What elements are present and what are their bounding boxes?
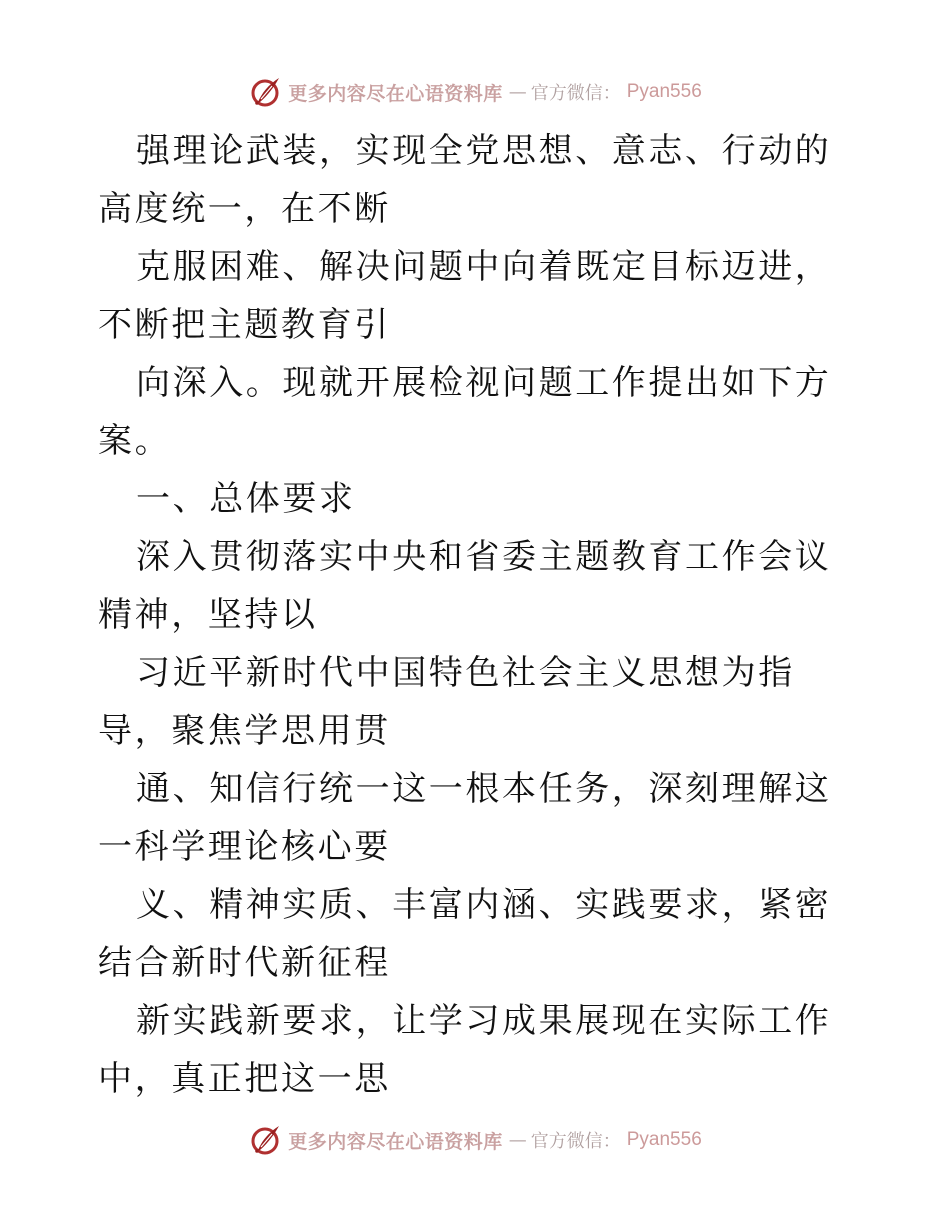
watermark-wechat-label: 官方微信： — [530, 1131, 621, 1152]
paragraph-1: 强理论武装，实现全党思想、意志、行动的高度统一，在不断 — [98, 131, 832, 229]
paragraph-8: 新实践新要求，让学习成果展现在实际工作中，真正把这一思 — [98, 1001, 832, 1099]
paragraph-7: 义、精神实质、丰富内涵、实践要求，紧密结合新时代新征程 — [98, 885, 832, 983]
watermark-separator: — — [508, 1129, 525, 1151]
header-watermark-banner — [0, 72, 950, 112]
paragraph-3: 向深入。现就开展检视问题工作提出如下方案。 — [98, 363, 832, 461]
watermark-separator: — — [508, 81, 525, 103]
watermark-wechat-id: Pyan556 — [626, 81, 702, 102]
footer-watermark-banner — [0, 1120, 950, 1160]
watermark-wechat-id: Pyan556 — [626, 1129, 702, 1150]
paragraph-4: 深入贯彻落实中央和省委主题教育工作会议精神，坚持以 — [98, 537, 832, 635]
section-heading-1: 一、总体要求 — [136, 479, 356, 519]
quill-pen-logo-icon — [248, 75, 282, 109]
watermark-site-text: 更多内容尽在心语资料库 — [288, 82, 503, 105]
watermark-site-text: 更多内容尽在心语资料库 — [288, 1130, 503, 1153]
paragraph-5: 习近平新时代中国特色社会主义思想为指导，聚焦学思用贯 — [98, 653, 795, 751]
paragraph-6: 通、知信行统一这一根本任务，深刻理解这一科学理论核心要 — [98, 769, 832, 867]
watermark-wechat-label: 官方微信： — [530, 83, 621, 104]
paragraph-2: 克服困难、解决问题中向着既定目标迈进，不断把主题教育引 — [98, 247, 832, 345]
quill-pen-logo-icon — [248, 1123, 282, 1157]
document-body — [98, 122, 858, 1108]
